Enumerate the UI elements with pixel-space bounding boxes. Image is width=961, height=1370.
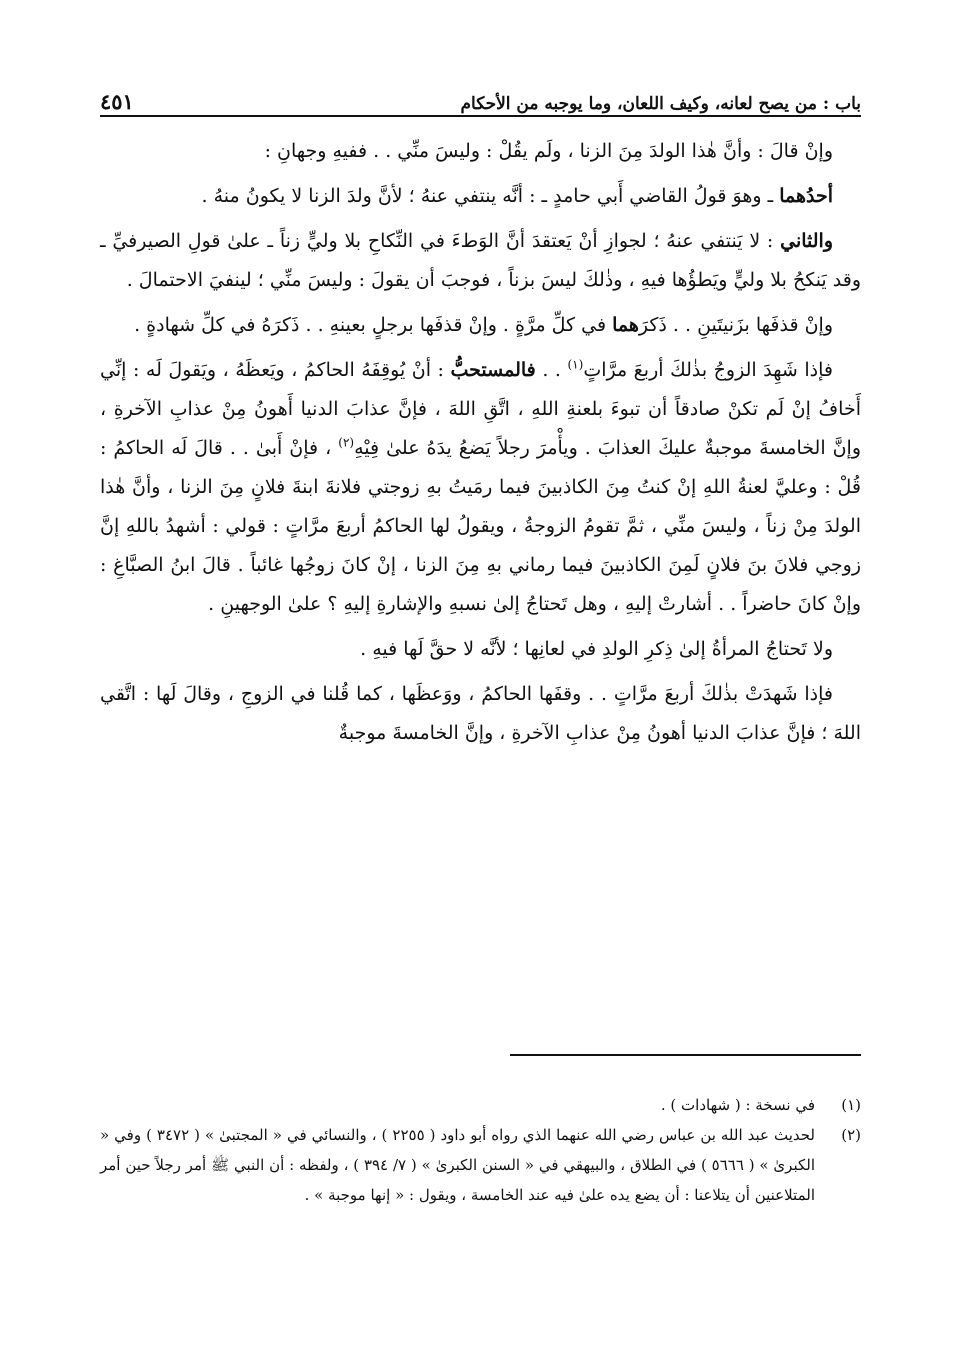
paragraph-3: والثاني : لا يَنتفي عنهُ ؛ لجوازِ أنْ يَعتقدَ أنَّ الوَطءَ في النِّكاحِ بلا وليٍّ زناً ـ علىٰ قولِ الصيرفيِّ ـ وقد يَنكحُ بلا وليٍّ ويَطؤُها فيهِ ، وذٰلكَ ليسَ بزناً ، فوجبَ أن يقولَ : وليسَ منِّي ؛ لينفيَ الاحتمالَ . [100,230,861,291]
main-text [100,132,861,759]
second-opinion-label: والثاني [780,230,833,252]
footnote-ref-2[interactable]: (٢) [338,435,355,450]
paragraph-5: فإذا شَهِدَ الزوجُ بذٰلكَ أربعَ مرَّاتٍ$^{(١)}$ . . فالمستحبُّ : أنْ يُوقِفَهُ الحاكمُ ، ويَعظَهُ ، ويَقولَ لَه : إنِّي أَخافُ إنْ لَم تكنْ صادقاً أن تبوءَ بلعنةِ اللهِ ، اتَّقِ اللهَ ، فإنَّ عذابَ الدنيا أَهونُ مِنْ عذابِ الآخرةِ ، وإنَّ الخامسةَ موجبةٌ عليكَ العذابَ . ويأْمرَ رجلاً يَضعُ يدَهُ علىٰ فِيْهِ$^{(٢)}$ ، فإنْ أَبىٰ . . قالَ لَه الحاكمُ : قُلْ : وعليَّ لعنةُ اللهِ إنْ كنتُ مِنَ الكاذبينَ فيما رمَيتُ بهِ زوجتي فلانةَ ابنةَ فلانٍ مِنَ الزنا ، وأنَّ هٰذا الولدَ مِنْ زناً ، وليسَ منِّي ، ثمَّ تقومُ الزوجةُ ، ويقولُ لها الحاكمُ أربعَ مرَّاتٍ : قولي : أشهدُ باللهِ إنَّ زوجي فلانَ بنَ فلانٍ لَمِنَ الكاذبينَ فيما رماني بهِ مِنَ الزنا ، إنْ كانَ زوجُها غائباً . قالَ ابنُ الصبَّاغِ : وإنْ كانَ حاضراً . . أشارتْ إليهِ ، وهل تَحتاجُ إلىٰ نسبهِ والإشارةِ إليهِ ؟ علىٰ الوجهينِ . [100,357,862,615]
footnote-separator [510,1054,861,1056]
paragraph-6: ولا تَحتاجُ المرأةُ إلىٰ ذِكرِ الولدِ في لعانِها ؛ لأنَّه لا حقَّ لَها فيهِ . [360,638,833,660]
footnote-ref-1[interactable]: (١) [567,357,584,372]
footnote-2 [100,1120,861,1210]
paragraph-4: وإنْ قذفَها بزَنيتَينِ . . ذَكرَهما في كلِّ مرَّةٍ . وإنْ قذفَها برجلٍ بعينهِ . . ذَكرَهُ في كلِّ شهادةٍ . [134,314,833,336]
recommended-label: فالمستحبُّ [450,359,536,381]
paragraph-1: وإنْ قالَ : وأنَّ هٰذا الولدَ مِنَ الزنا ، ولَم يقُلْ : وليسَ منِّي . . ففيهِ وجهانِ : [264,140,833,162]
paragraph-7: فإذا شَهدَتْ بذٰلكَ أربعَ مرَّاتٍ . . وقفَها الحاكمُ ، ووَعظَها ، كما قُلنا في الزوجِ ، وقالَ لَها : اتَّقي اللهَ ؛ فإنَّ عذابَ الدنيا أهونُ مِنْ عذابِ الآخرةِ ، وإنَّ الخامسةَ موجبةٌ [100,683,861,744]
footnote-1 [100,1090,861,1120]
page-number: ٤٥١ [100,89,134,114]
footnote-number: (٢) [841,1126,861,1144]
footnote-number: (١) [841,1096,861,1114]
first-opinion-label: أحدُهما [779,185,833,207]
footnote-text: في نسخة : ( شهادات ) . [660,1096,815,1114]
footnotes [100,1090,861,1210]
footnote-text: لحديث عبد الله بن عباس رضي الله عنهما الذي رواه أبو داود ( ٢٢٥٥ ) ، والنسائي في « المجتبىٰ » ( ٣٤٧٢ ) وفي « الكبرىٰ » ( ٥٦٦٦ ) في الطلاق ، والبيهقي في « السنن الكبرىٰ » ( ٧/ ٣٩٤ ) ، ولفظه : أن النبي ﷺ أمر رجلاً حين أمر المتلاعنين أن يتلاعنا : أن يضع يده علىٰ فيه عند الخامسة ، ويقول : « إنها موجبة » . [100,1126,815,1204]
header-rule [100,115,861,117]
running-title: باب : من يصح لعانه، وكيف اللعان، وما يوجبه من الأحكام [460,94,861,114]
page-header [100,70,861,114]
paragraph-2: أحدُهما ـ وهوَ قولُ القاضي أَبي حامدٍ ـ : أنَّه ينتفي عنهُ ؛ لأنَّ ولدَ الزنا لا يكونُ منهُ . [201,185,833,207]
